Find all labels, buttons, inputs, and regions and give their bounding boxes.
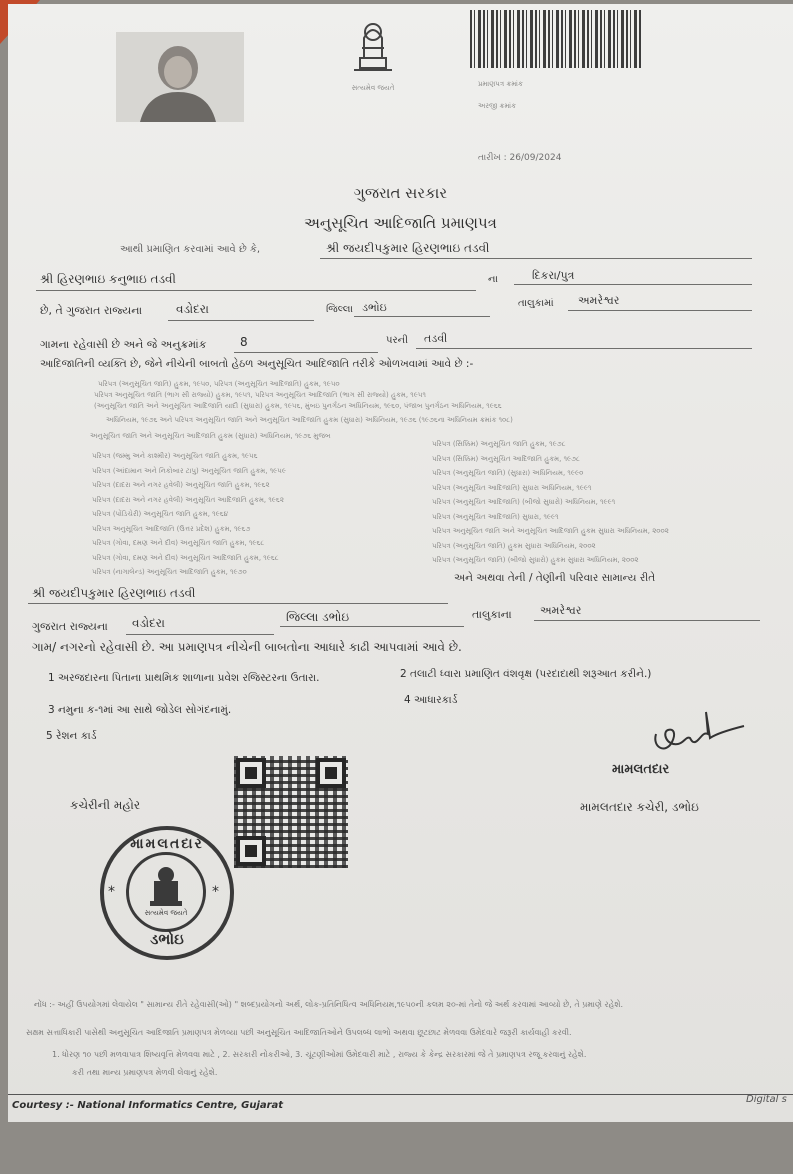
talukama-label: તાલુકામાં xyxy=(518,298,554,309)
signature-scribble xyxy=(648,704,748,760)
order-full-4: અધિનિયમ, ૧૯૭૬ અને પરિપત્ર અનુસૂચિત જાતિ અને અનુસૂચિત આદિજાતિ હુકમ (સુધારા) અધિનિયમ, ૧૯૭૬ (૧૯૭૬ના અધિનિયમ ક્રમાંક ૧૦૮) xyxy=(106,416,513,424)
underline xyxy=(416,348,752,349)
barcode xyxy=(470,10,642,68)
order-full-5: અનુસૂચિત જાતિ અને અનુસૂચિત આદિજાતિ હુકમ (સુધારા) અધિનિયમ, ૧૯૭૬ મુજબ xyxy=(90,432,331,440)
order-right-7: પરિપત્ર અનુસૂચિત જાતિ અને અનુસૂચિત આદિજાતિ હુકમ સુધારા અધિનિયમ, ૨૦૦૨ xyxy=(432,527,669,535)
footer-digital: Digital s xyxy=(746,1094,787,1105)
taluka-value: ડભોઇ xyxy=(362,301,387,314)
second-district-value: વડોદરા xyxy=(132,616,165,630)
seal-top-text: મામલતદાર xyxy=(130,836,204,852)
order-right-5: પરિપત્ર (અનુસૂચિત આદિજાતિ) (બીજો સુધારો) અધિનિયમ, ૧૯૯૧ xyxy=(432,498,616,506)
underline xyxy=(320,258,752,259)
seal-bottom-text: ડભોઇ xyxy=(150,930,184,948)
order-right-1: પરિપત્ર (સિક્કિમ) અનુસૂચિત જાતિ હુકમ, ૧૯૭૮ xyxy=(432,440,566,448)
qr-finder xyxy=(316,758,346,788)
underline xyxy=(28,603,448,604)
second-taluka-label: તાલુકાના xyxy=(472,608,512,621)
note-line-3: 1. ધોરણ ૧૦ પછી મળવાપાત્ર શિષ્યવૃત્તિ મેળવવા માટે , 2. સરકારી નોકરીઓ, 3. ચૂંટણીઓમાં ઉમેદવારી માટે , રાજ્ય કે કેન્દ્ર સરકારમાં જે તે પ્રમાણપત્ર રજૂ કરવાનું રહેશે. xyxy=(52,1050,587,1059)
order-left-5: પરિપત્ર (પોંડિચેરી) અનુસૂચિત જાતિ હુકમ, ૧૯૬૪ xyxy=(92,510,229,518)
serial-number: 8 xyxy=(240,335,248,349)
parent-name: શ્રી હિરણભાઇ કનુભાઇ તડવી xyxy=(40,272,176,286)
underline xyxy=(354,316,490,317)
district-value: વડોદરા xyxy=(176,302,209,316)
meta-line-1: પ્રમાણપત્ર ક્રમાંક xyxy=(478,80,523,88)
order-left-2: પરિપત્ર (આંદામાન અને નિકોબાર ટાપુ) અનુસૂચિત જાતિ હુકમ, ૧૯૫૯ xyxy=(92,466,287,475)
order-left-8: પરિપત્ર (ગોવા, દમણ અને દીવ) અનુસૂચિત આદિજાતિ હુકમ, ૧૯૬૮ xyxy=(92,553,279,562)
order-right-2: પરિપત્ર (સિક્કિમ) અનુસૂચિત આદિજાતિ હુકમ, ૧૯૭૮ xyxy=(432,454,580,463)
signatory-title: મામલતદાર xyxy=(612,762,670,777)
order-full-1: પરિપત્ર (અનુસૂચિત જાતિ) હુકમ, ૧૯૫૦, પરિપત્ર (અનુસૂચિત આદિજાતિ) હુકમ, ૧૯૫૦ xyxy=(98,380,340,388)
seal-star-left: * xyxy=(108,884,115,900)
taluka-label: જિલ્લા xyxy=(326,304,353,315)
document-3: 3 નમુના ક-૧માં આ સાથે જોડેલ સોગંદનામું. xyxy=(48,704,232,716)
order-right-9: પરિપત્ર (અનુસૂચિત જાતિ) (બીજો સુધારો) હુકમ સુધારા અધિનિયમ, ૨૦૦૨ xyxy=(432,556,639,564)
signatory-office: મામલતદાર કચેરી, ડભોઇ xyxy=(580,800,699,814)
na-label: ના xyxy=(488,274,498,285)
intro-text: આથી પ્રમાણિત કરવામાં આવે છે કે, xyxy=(120,244,261,255)
applicant-photo xyxy=(116,32,244,122)
document-4: 4 આધારકાર્ડ xyxy=(404,694,458,706)
orders-right-column xyxy=(432,440,669,571)
applicant-name: શ્રી જયદીપકુમાર હિરણભાઇ તડવી xyxy=(326,241,490,255)
order-right-6: પરિપત્ર (અનુસૂચિત આદિજાતિ) સુધારા, ૧૯૯૧ xyxy=(432,512,559,521)
state-prefix: છે, તે ગુજરાત રાજ્યના xyxy=(40,304,143,317)
order-left-1: પરિપત્ર (જમ્મુ અને કાશ્મીર) અનુસૂચિત જાતિ હુકમ, ૧૯૫૬ xyxy=(92,452,258,460)
footer-courtesy: Courtesy :- National Informatics Centre, Gujarat xyxy=(12,1100,284,1111)
orders-left-column xyxy=(92,452,286,583)
underline xyxy=(514,284,752,285)
office-seal xyxy=(100,826,234,960)
meta-date: તારીખ : 26/09/2024 xyxy=(478,153,562,163)
second-village-value: અમરેશ્વર xyxy=(540,604,582,617)
note-line-1: નોંધ :- અહીં ઉપયોગમાં લેવાયેલ " સામાન્ય રીતે રહેવાસી(ઓ) " શબ્દપ્રયોગનો અર્થ, લોક-પ્રતિનિધિત્વ અધિનિયમ,૧૯૫૦ની કલમ ૨૦-માં તેનો જે અર્થ કરવામાં આવ્યો છે, તે પ્રમાણે રહેશે. xyxy=(34,1000,624,1009)
order-right-4: પરિપત્ર (અનુસૂચિત આદિજાતિ) સુધારા અધિનિયમ, ૧૯૯૧ xyxy=(432,483,592,492)
qr-finder xyxy=(236,836,266,866)
underline xyxy=(36,290,476,291)
underline xyxy=(534,620,760,621)
underline xyxy=(168,320,314,321)
underline xyxy=(234,352,378,353)
seal-center-caption: સત્યમેવ જયતે xyxy=(144,909,188,917)
order-left-6: પરિપત્ર અનુસૂચિત આદિજાતિ (ઉત્તર પ્રદેશ) હુકમ, ૧૯૬૭ xyxy=(92,524,251,533)
emblem-caption: સત્યમેવ જયતે xyxy=(351,84,395,92)
page-title: ગુજરાત સરકાર xyxy=(353,184,448,202)
seal-inner-ring xyxy=(126,852,206,932)
underline xyxy=(126,634,274,635)
order-right-8: પરિપત્ર (અનુસૂચિત જાતિ) હુકમ સુધારા અધિનિયમ, ૨૦૦૨ xyxy=(432,541,596,550)
order-full-2: પરિપત્ર અનુસૂચિત જાતિ (ભાગ સી રાજ્યો) હુકમ, ૧૯૫૧, પરિપત્ર અનુસૂચિત આદિજાતિ (ભાગ સી રાજ્યો) હુકમ, ૧૯૫૧ xyxy=(94,391,426,399)
certificate-page xyxy=(8,4,793,1122)
caste-label: પરની xyxy=(386,335,408,346)
order-left-3: પરિપત્ર (દાદરા અને નગર હવેલી) અનુસૂચિત જાતિ હુકમ, ૧૯૬૨ xyxy=(92,481,270,489)
second-district-label: જિલ્લા ડભોઇ xyxy=(286,610,350,624)
order-left-4: પરિપત્ર (દાદરા અને નગર હવેલી) અનુસૂચિત આદિજાતિ હુકમ, ૧૯૬૨ xyxy=(92,495,284,504)
document-1: 1 અરજદારના પિતાના પ્રાથમિક શાળાના પ્રવેશ રજિસ્ટરના ઉતારા. xyxy=(48,672,320,684)
national-emblem xyxy=(338,8,408,94)
relation-value: દિકરા/પુત્ર xyxy=(532,269,575,282)
order-left-7: પરિપત્ર (ગોવા, દમણ અને દીવ) અનુસૂચિત જાતિ હુકમ, ૧૯૬૮ xyxy=(92,539,265,547)
order-left-9: પરિપત્ર (નાગાલેન્ડ) અનુસૂચિત આદિજાતિ હુકમ, ૧૯૭૦ xyxy=(92,568,247,576)
caste-value: તડવી xyxy=(424,332,448,345)
document-2: 2 તલાટી ધ્વારા પ્રમાણિત વંશવૃક્ષ (પરદાદાથી શરૂઆત કરીને.) xyxy=(400,668,652,680)
village-value: અમરેશ્વર xyxy=(578,294,620,307)
underline xyxy=(568,310,752,311)
second-state-label: ગુજરાત રાજ્યના xyxy=(32,620,108,633)
qr-finder xyxy=(236,758,266,788)
page-subtitle: અનુસૂચિત આદિજાતિ પ્રમાણપત્ર xyxy=(304,214,497,232)
qr-code xyxy=(234,756,348,868)
note-line-4: કરી તથા માન્ય પ્રમાણપત્ર મેળવી લેવાનું રહેશે. xyxy=(72,1068,218,1077)
seal-star-right: * xyxy=(212,884,219,900)
order-right-3: પરિપત્ર (અનુસૂચિત જાતિ) (સુધારા) અધિનિયમ, ૧૯૯૦ xyxy=(432,469,584,477)
family-text: અને અથવા તેની / તેણીની પરિવાર સામાન્ય રીતે xyxy=(454,572,656,584)
underline xyxy=(280,626,464,627)
document-5: 5 રેશન કાર્ડ xyxy=(46,730,97,742)
residence-text: ગામના રહેવાસી છે અને જે અનુક્રમાંક xyxy=(40,338,207,351)
residence-line: ગામ/ નગરનો રહેવાસી છે. આ પ્રમાણપત્ર નીચેની બાબતોના આધારે કાઢી આપવામાં આવે છે. xyxy=(32,640,462,654)
note-line-2: સક્ષમ સત્તાધિકારી પાસેથી અનુસૂચિત આદિજાતિ પ્રમાણપત્ર મેળવ્યા પછી અનુસૂચિત આદિજાતિઓને ઉપલબ્ધ લાભો અથવા છૂટછાટ મેળવવા ઉમેદવારે જરૂરી કાર્યવાહી કરવી. xyxy=(26,1028,572,1037)
order-full-3: (અનુસૂચિત જાતિ અને અનુસૂચિત આદિજાતિ યાદી (સુધારા) હુકમ, ૧૯૫૬, મુંબઇ પુનર્ગઠન અધિનિયમ, ૧૯૬૦, પંજાબ પુનર્ગઠન અધિનિયમ, ૧૯૬૬ xyxy=(94,402,502,410)
meta-line-2: અરજી ક્રમાંક xyxy=(478,102,517,110)
tribe-text: આદિજાતિની વ્યક્તિ છે, જેને નીચેની બાબતો હેઠળ અનુસૂચિત આદિજાતિ તરીકે ઓળખવામાં આવે છે :- xyxy=(40,358,474,370)
footer-rule xyxy=(8,1094,793,1095)
second-applicant-name: શ્રી જયદીપકુમાર હિરણભાઇ તડવી xyxy=(32,586,196,600)
seal-label: કચેરીની મહોર xyxy=(70,798,141,812)
